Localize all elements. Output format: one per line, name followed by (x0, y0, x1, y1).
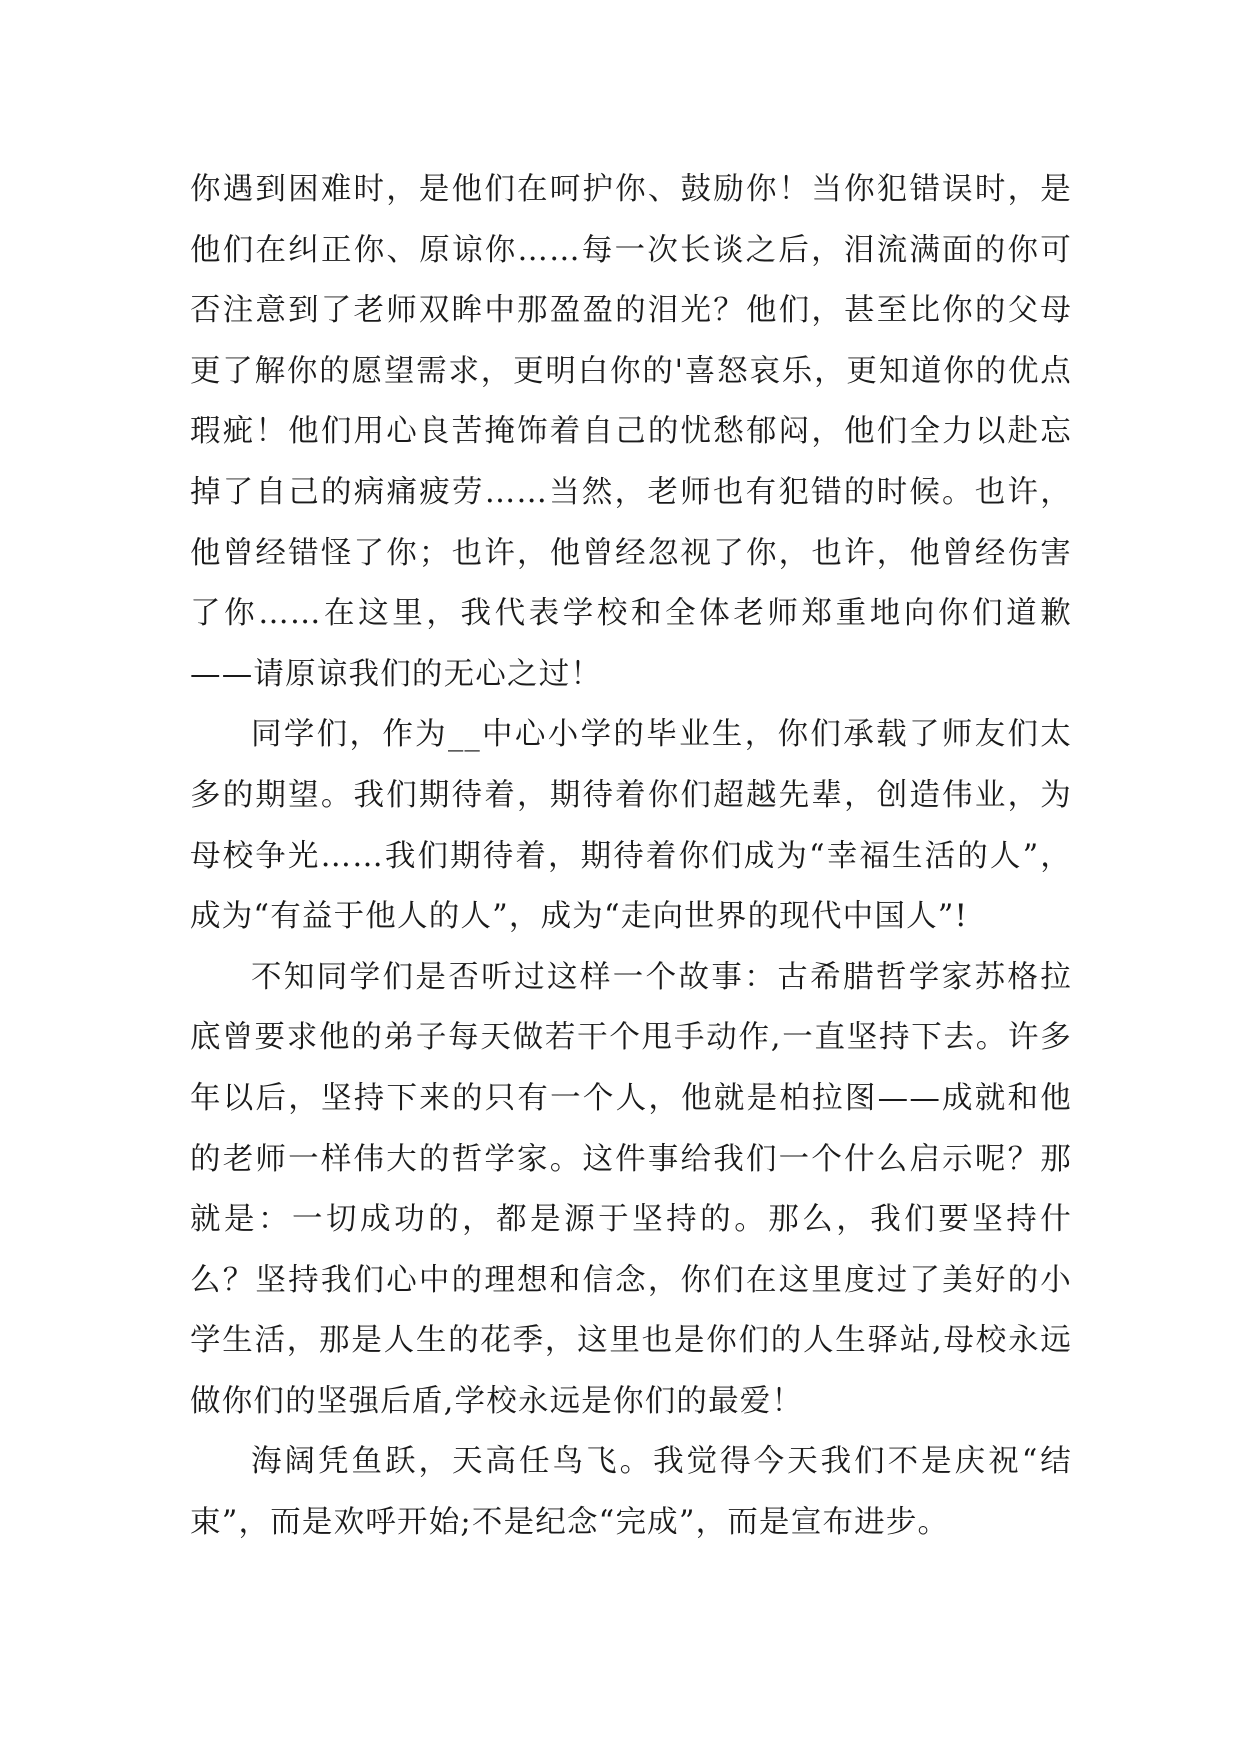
paragraph-4: 海阔凭鱼跃，天高任鸟飞。我觉得今天我们不是庆祝“结束”，而是欢呼开始;不是纪念“完成”，而是宣布进步。 (190, 1444, 1072, 1541)
paragraph-3: 不知同学们是否听过这样一个故事：古希腊哲学家苏格拉底曾要求他的弟子每天做若干个甩手动作,一直坚持下去。许多年以后，坚持下来的只有一个人，他就是柏拉图——成就和他的老师一样伟大的哲学家。这件事给我们一个什么启示呢？那就是：一切成功的，都是源于坚持的。那么，我们要坚持什么？坚持我们心中的理想和信念，你们在这里度过了美好的小学生活，那是人生的花季，这里也是你们的人生驿站,母校永远做你们的坚强后盾,学校永远是你们的最爱！ (190, 959, 1072, 1419)
paragraph-2: 同学们，作为__中心小学的毕业生，你们承载了师友们太多的期望。我们期待着，期待着你们超越先辈，创造伟业，为母校争光……我们期待着，期待着你们成为“幸福生活的人”，成为“有益于他人的人”，成为“走向世界的现代中国人”! (190, 717, 1072, 935)
paragraph-1: 你遇到困难时，是他们在呵护你、鼓励你！当你犯错误时，是他们在纠正你、原谅你……每一次长谈之后，泪流满面的你可否注意到了老师双眸中那盈盈的泪光？他们，甚至比你的父母更了解你的愿望需求，更明白你的'喜怒哀乐，更知道你的优点瑕疵！他们用心良苦掩饰着自己的忧愁郁闷，他们全力以赴忘掉了自己的病痛疲劳……当然，老师也有犯错的时候。也许，他曾经错怪了你；也许，他曾经忽视了你，也许，他曾经伤害了你……在这里，我代表学校和全体老师郑重地向你们道歉——请原谅我们的无心之过！ (190, 172, 1072, 692)
document-body (190, 160, 1072, 1554)
